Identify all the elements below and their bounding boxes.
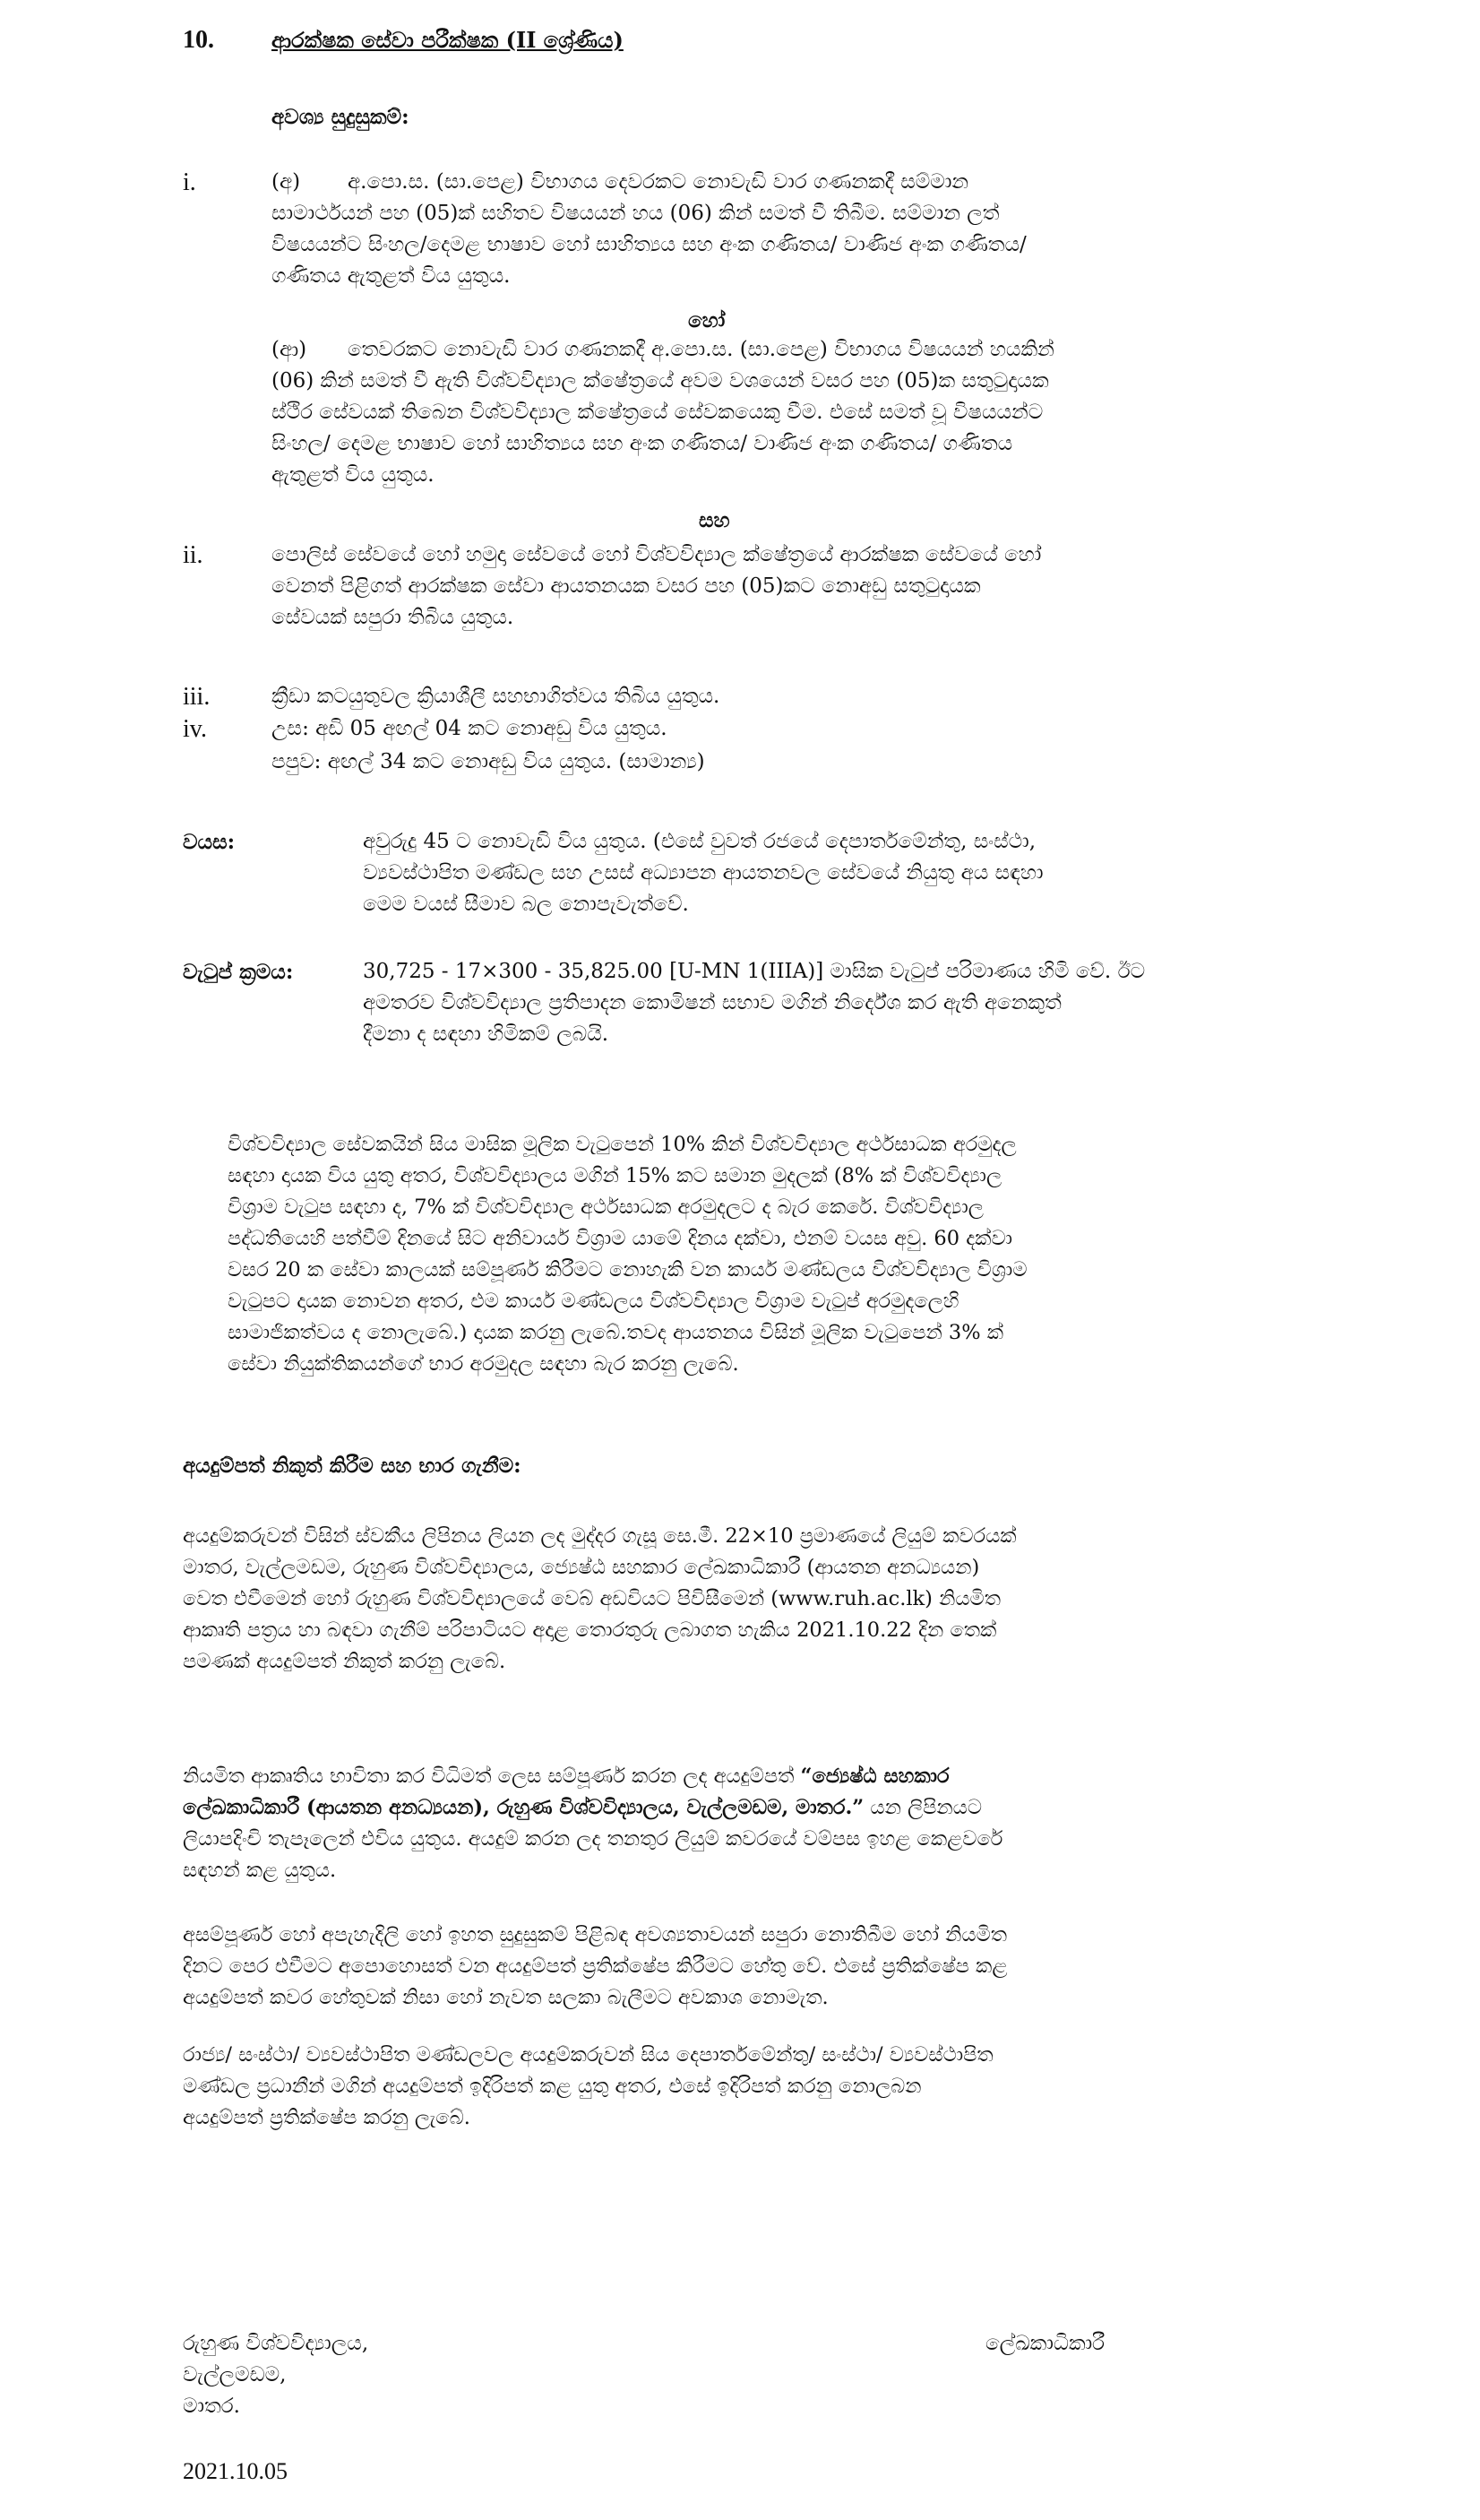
pension-line: සාමාජිකත්වය ද නොලැබේ.) දායක කරනු ලැබේ.තවද ආයතනය විසින් මූලික වැටුපෙන් 3% ක් [228,1321,1004,1344]
and-separator: සහ [699,508,730,532]
option-a-line: සාමාර්ථයන් පහ (05)ක් සහිතව විෂයයන් හය (06) කින් සමත් වී තිබීම. සම්මාන ලත් [271,202,1000,225]
submit-text: යන ලිපිනයට [870,1796,983,1819]
application-submit-paragraph [183,1761,1303,1886]
option-a-line: ගණිතය ඇතුළත් විය යුතුය. [271,264,511,288]
requirement-iii-text: ක්‍රීඩා කටයුතුවල ක්‍රියාශීලී සහභාගිත්වය තිබිය යුතුය. [271,685,720,708]
address-bold: “ජ්‍යෙෂ්ඨ සහකාර [800,1765,950,1788]
salary-line: දීමනා ද සඳහා හිමිකම් ලබයි. [363,1023,609,1046]
option-b-label: (ආ) [271,338,307,361]
pension-line: පද්ධතියෙහි පත්වීම් දිනයේ සිට අනිවාර්ය විශ්‍රාම යාමේ දිනය දක්වා, එනම් වයස අවු. 60 දක්වා [228,1227,1013,1250]
rejection-paragraph [183,1920,1303,2014]
option-b-text [271,334,1302,491]
roman-ii: ii. [183,541,203,569]
option-a-line: විෂයයන්ට සිංහල/දෙමළ භාෂාව හෝ සාහිත්‍යය සහ අංක ගණිතය/ වාණිජ අංක ගණිතය/ [271,233,1027,256]
age-line: මෙම වයස් සීමාව බල නොපැවැත්වේ. [363,893,689,916]
salary-label: වැටුප් ක්‍රමය: [183,960,294,984]
roman-iv: iv. [183,715,207,743]
state-applicants-paragraph [183,2040,1303,2134]
salary-text [363,956,1304,1050]
roman-iii: iii. [183,683,211,711]
application-line: වෙත එවීමෙන් හෝ රුහුණ විශ්වවිද්‍යාලයේ වෙබ් අඩවියට පිවිසීමෙන් (www.ruh.ac.lk) නියමිත [183,1587,1002,1610]
application-line: ලියාපදිංචි තැපෑලෙන් එවිය යුතුය. අයදුම් කරන ලද තනතුර ලියුම් කවරයේ වම්පස ඉහළ කෙළවරේ [183,1827,1003,1851]
requirement-ii-line: සේවයක් සපුරා තිබිය යුතුය. [271,606,514,629]
application-line [183,1792,1303,1824]
application-line: අයදුම්පත් කවර හේතුවක් නිසා හෝ නැවත සලකා බැලීමට අවකාශ නොමැත. [183,1986,829,2009]
address-line: රුහුණ විශ්වවිද්‍යාලය, [183,2332,369,2355]
option-a-text [271,167,1302,292]
pension-line: වැටුපට දායක නොවන අතර, එම කාර්ය මණ්ඩලය විශ්වවිද්‍යාල විශ්‍රාම වැටුප් අරමුදලෙහි [228,1290,959,1313]
option-b-line: ස්ථිර සේවයක් තිබෙන විශ්වවිද්‍යාල ක්ෂේත්‍රයේ සේවකයෙකු වීම. එසේ සමත් වූ විෂයයන්ට [271,401,1044,424]
application-line: මාතර, වැල්ලමඩම, රුහුණ විශ්වවිද්‍යාලය, ජ්‍යෙෂ්ඨ සහකාර ලේඛකාධිකාරී (ආයතන අනධ්‍යයන) [183,1556,980,1579]
application-line: අසම්පූර්ණ හෝ අපැහැදිලි හෝ ඉහත සුදුසුකම් පිළිබඳ අවශ්‍යතාවයන් සපුරා නොතිබීම හෝ නියමිත [183,1923,1008,1946]
issue-date: 2021.10.05 [183,2458,288,2484]
address-bold: ලේඛකාධිකාරී (ආයතන අනධ්‍යයන), රුහුණ විශ්වවිද්‍යාලය, වැල්ලමඩම, මාතර.” [183,1796,865,1819]
pension-line: වසර 20 ක සේවා කාලයක් සම්පූර්ණ කිරීමට නොහැකි වන කාර්ය මණ්ඩලය විශ්වවිද්‍යාල විශ්‍රාම [228,1258,1028,1282]
option-b-line: ඇතුළත් විය යුතුය. [271,463,435,487]
application-line: අයදුම්පත් ප්‍රතික්ෂේප කරනු ලැබේ. [183,2106,470,2129]
university-address [183,2328,631,2422]
application-line: මණ්ඩල ප්‍රධානීන් මගින් අයදුම්පත් ඉදිරිපත් කළ යුතු අතර, එසේ ඉදිරිපත් කරනු නොලබන [183,2075,922,2098]
application-line [183,1761,1303,1792]
pension-line: සඳහා දායක විය යුතු අතර, විශ්වවිද්‍යාලය මගින් 15% කට සමාන මුදලක් (8% ක් විශ්වවිද්‍යාල [228,1164,1002,1187]
section-number: 10. [183,26,214,54]
option-b-line: (06) කින් සමත් වී ඇති විශ්වවිද්‍යාල ක්ෂේත්‍රයේ අවම වශයෙන් වසර පහ (05)ක සතුටුදායක [271,369,1049,393]
requirement-ii-line: වෙනත් පිළිගත් ආරක්ෂක සේවා ආයතනයක වසර පහ (05)කට නොඅඩු සතුටුදායක [271,574,981,598]
address-line: වැල්ලමඩම, [183,2363,287,2386]
or-separator: හෝ [688,308,726,332]
application-line: සඳහන් කළ යුතුය. [183,1859,337,1882]
pension-line: විශ්‍රාම වැටුප සඳහා ද, 7% ක් විශ්වවිද්‍යාල අර්ථසාධක අරමුදලට ද බැර කෙරේ. විශ්වවිද්‍යාල [228,1195,984,1219]
age-text [363,826,1304,920]
option-a-label: (අ) [271,170,301,194]
pension-paragraph [228,1129,1303,1380]
application-line: ආකෘති පත්‍රය හා බඳවා ගැනීම් පරිපාටියට අදාළ තොරතුරු ලබාගත හැකිය 2021.10.22 දින තෙක් [183,1618,997,1642]
option-a-line: අ.පො.ස. (සා.පෙළ) විභාගය දෙවරකට නොවැඩි වාර ගණනකදී සම්මාන [348,170,969,194]
application-line: දිනට පෙර එවීමට අපොහොසත් වන අයදුම්පත් ප්‍රතික්ෂේප කිරීමට හේතු වේ. එසේ ප්‍රතික්ෂේප කළ [183,1955,1008,1978]
section-title: ආරක්ෂක සේවා පරීක්ෂක (II ශ්‍රේණිය) [271,27,624,53]
application-heading: අයදුම්පත් නිකුත් කිරීම සහ භාර ගැනීම: [183,1454,521,1478]
pension-line: විශ්වවිද්‍යාල සේවකයින් සිය මාසික මූලික වැටුපෙන් 10% කින් විශ්වවිද්‍යාල අර්ථසාධක අරමුදල [228,1133,1017,1156]
registrar-signature: ලේඛකාධිකාරී [985,2332,1106,2355]
application-line: පමණක් අයදුම්පත් නිකුත් කරනු ලැබේ. [183,1650,506,1673]
salary-line: අමතරව විශ්වවිද්‍යාල ප්‍රතිපාදන කොමිෂන් සභාව මගින් නිර්දේශ කර ඇති අනෙකුත් [363,991,1062,1014]
salary-line: 30,725 - 17×300 - 35,825.00 [U-MN 1(IIIA)] මාසික වැටුප් පරිමාණය හිමි වේ. ඊට [363,960,1146,983]
application-line: අයදුම්කරුවන් විසින් ස්වකීය ලිපිනය ලියන ලද මුද්දර ගැසූ සෙ.මී. 22×10 ප්‍රමාණයේ ලියුම් කවරයක් [183,1524,1017,1548]
pension-line: සේවා නියුක්තිකයන්ගේ භාර අරමුදල සඳහා බැර කරනු ලැබේ. [228,1352,739,1376]
submit-text: නියමිත ආකෘතිය භාවිතා කර විධිමත් ලෙස සම්පූර්ණ කරන ලද අයදුම්පත් [183,1765,795,1788]
option-b-line: තෙවරකට නොවැඩි වාර ගණනකදී අ.පො.ස. (සා.පෙළ) විභාගය විෂයයන් හයකින් [348,338,1054,361]
address-line: මාතර. [183,2395,240,2418]
age-line: අවුරුදු 45 ට නොවැඩි විය යුතුය. (එසේ වුවත් රජයේ දෙපාර්තමේන්තු, සංස්ථා, [363,830,1037,853]
age-label: වයස: [183,830,236,854]
requirement-ii-text [271,539,1302,634]
age-line: ව්‍යවස්ථාපිත මණ්ඩල සහ උසස් අධ්‍යාපන ආයතනවල සේවයේ නියුතු අය සඳහා [363,861,1044,885]
roman-i: i. [183,168,196,196]
requirements-heading: අවශ්‍ය සුදුසුකම්: [271,105,409,129]
option-b-line: සිංහල/ දෙමළ භාෂාව හෝ සාහිත්‍යය සහ අංක ගණිතය/ වාණිජ අංක ගණිතය/ ගණිතය [271,432,1013,455]
application-line: රාජ්‍ය/ සංස්ථා/ ව්‍යවස්ථාපිත මණ්ඩලවල අයදුම්කරුවන් සිය දෙපාර්තමේන්තු/ සංස්ථා/ ව්‍යවස්ථාපිත [183,2043,994,2067]
chest-requirement: පපුව: අඟල් 34 කට නොඅඩු විය යුතුය. (සාමාන්‍ය) [271,750,705,773]
height-requirement: උස: අඩි 05 අඟල් 04 කට නොඅඩු විය යුතුය. [271,717,667,740]
application-issue-paragraph [183,1521,1303,1678]
requirement-ii-line: පොලිස් සේවයේ හෝ හමුදා සේවයේ හෝ විශ්වවිද්‍යාල ක්ෂේත්‍රයේ ආරක්ෂක සේවයේ හෝ [271,543,1042,566]
